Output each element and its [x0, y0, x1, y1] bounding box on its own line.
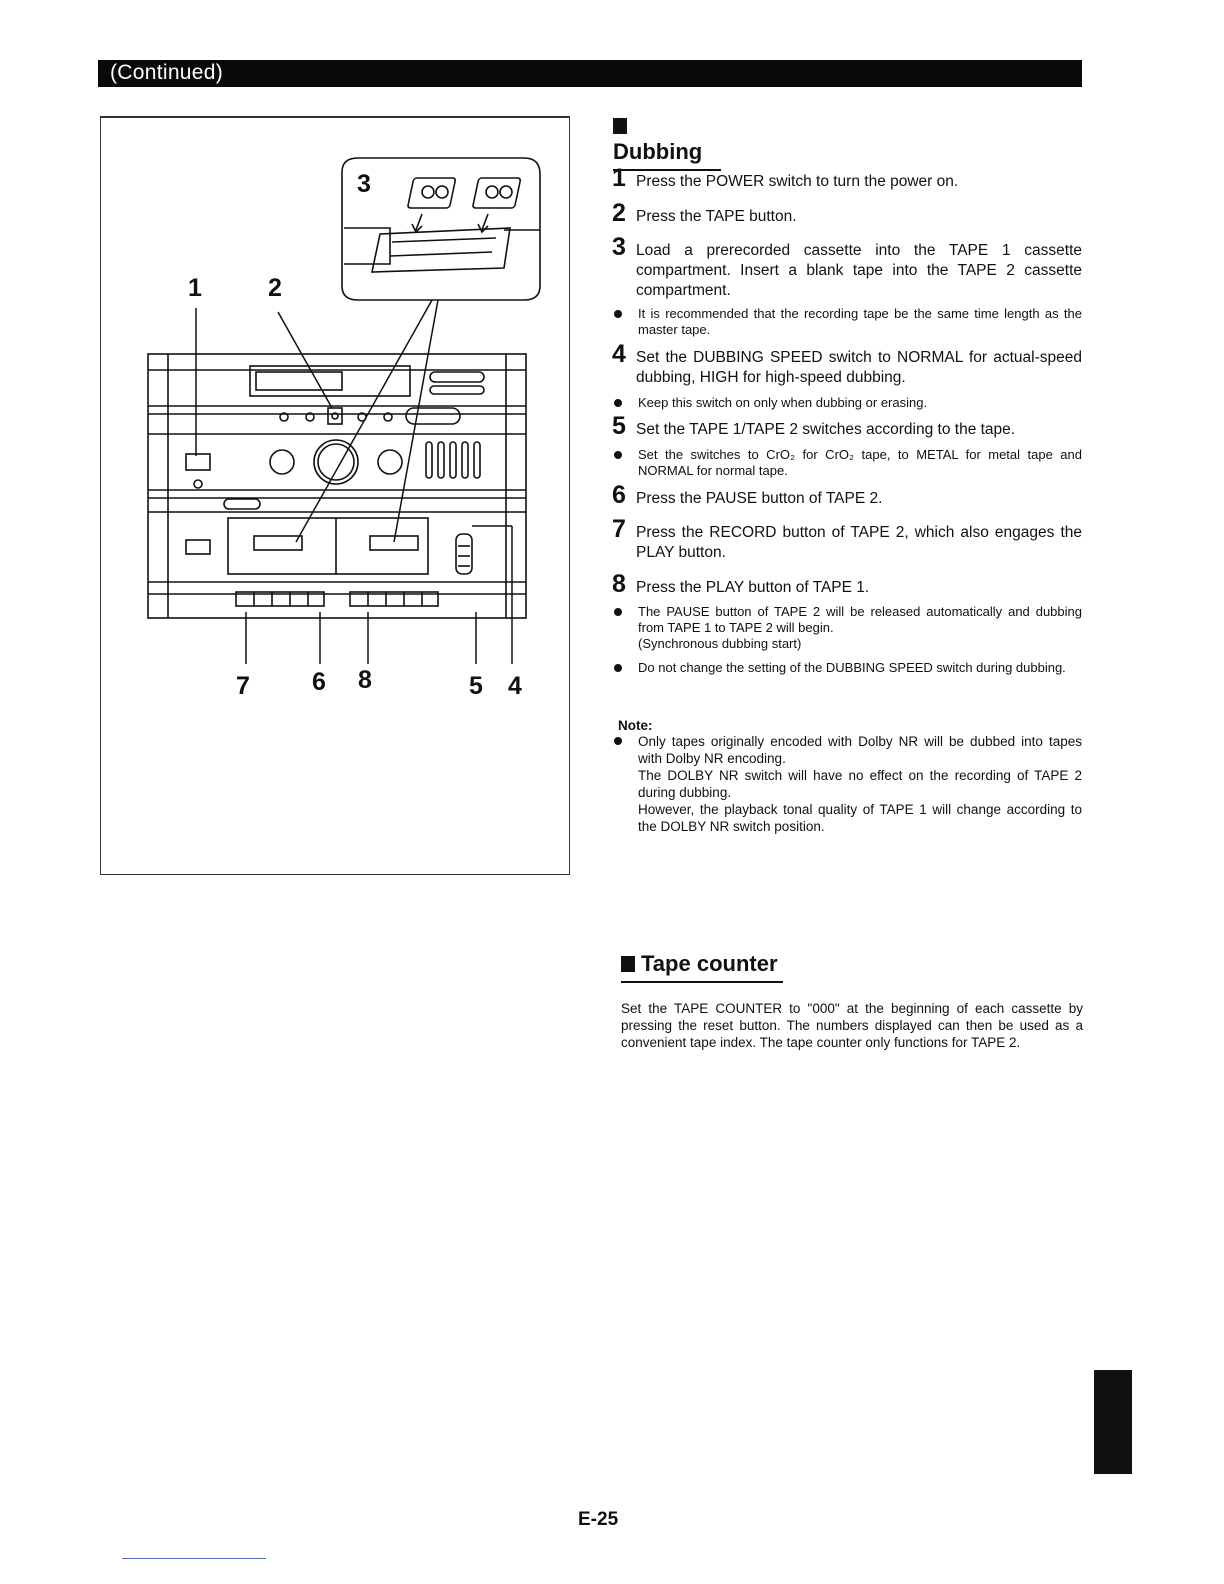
- note-label: Note:: [618, 718, 653, 733]
- callout-8: 8: [358, 666, 372, 694]
- bullet-dot-icon: [614, 608, 622, 616]
- step-6: 6 Press the PAUSE button of TAPE 2.: [612, 481, 883, 509]
- step-1: 1 Press the POWER switch to turn the power on.: [612, 164, 959, 192]
- tape-counter-paragraph: Set the TAPE COUNTER to "000" at the beginning of each cassette by pressing the reset button. The numbers displayed can then be used as a convenient tape index. The tape counter only functions for TAPE 2.: [621, 1001, 1083, 1050]
- note-bullet-tape-length: It is recommended that the recording tape be the same time length as the master tape.: [614, 306, 1082, 338]
- callout-1: 1: [188, 274, 202, 302]
- step-7: 7 Press the RECORD button of TAPE 2, which also engages the PLAY button.: [612, 515, 1082, 561]
- dubbing-heading: Dubbing: [613, 113, 721, 171]
- bottom-rule: [122, 1558, 266, 1559]
- step-4: 4 Set the DUBBING SPEED switch to NORMAL for actual-speed dubbing, HIGH for high-speed dubbing.: [612, 340, 1082, 386]
- note-bullet-tape-type: Set the switches to CrO₂ for CrO₂ tape, to METAL for metal tape and NORMAL for normal tape.: [614, 447, 1082, 479]
- bullet-dot-icon: [614, 451, 622, 459]
- callout-6: 6: [312, 668, 326, 696]
- step-5: 5 Set the TAPE 1/TAPE 2 switches according to the tape.: [612, 412, 1016, 440]
- synchronous-start-note: (Synchronous dubbing start): [638, 636, 802, 651]
- callout-4: 4: [508, 672, 522, 700]
- tape-counter-heading: Tape counter: [621, 951, 783, 983]
- bullet-dot-icon: [614, 399, 622, 407]
- bullet-dot-icon: [614, 737, 622, 745]
- note-dolby: Only tapes originally encoded with Dolby NR will be dubbed into tapes with Dolby NR encoding. The DOLBY NR switch will have no effect on the recording of TAPE 2 during dubbing. However, the playback tonal quality of TAPE 1 will change according to the DOLBY NR switch position.: [614, 733, 1082, 835]
- step-3: 3 Load a prerecorded cassette into the TAPE 1 cassette compartment. Insert a blank tape into the TAPE 2 cassette compartment.: [612, 233, 1082, 299]
- continued-header-bar: [98, 60, 1082, 87]
- callout-5: 5: [469, 672, 483, 700]
- note-bullet-dubbing-switch: Keep this switch on only when dubbing or erasing.: [614, 395, 1082, 411]
- page-number: E-25: [578, 1509, 619, 1530]
- callout-2: 2: [268, 274, 282, 302]
- step-2: 2 Press the TAPE button.: [612, 199, 797, 227]
- bullet-dot-icon: [614, 664, 622, 672]
- note-bullet-speed-switch: Do not change the setting of the DUBBING SPEED switch during dubbing.: [614, 660, 1082, 676]
- note-bullet-pause-release: The PAUSE button of TAPE 2 will be released automatically and dubbing from TAPE 1 to TAPE 2 will begin. (Synchronous dubbing start): [614, 604, 1082, 652]
- continued-label: (Continued): [110, 61, 224, 84]
- step-8: 8 Press the PLAY button of TAPE 1.: [612, 570, 870, 598]
- stereo-unit: [148, 354, 526, 618]
- stereo-illustration: [100, 116, 570, 876]
- square-bullet-icon: [621, 956, 635, 972]
- section-side-tab: [1094, 1370, 1132, 1474]
- cassette-insert-inset: [342, 158, 540, 300]
- callout-3: 3: [357, 170, 371, 198]
- square-bullet-icon: [613, 118, 627, 134]
- callout-7: 7: [236, 672, 250, 700]
- bullet-dot-icon: [614, 310, 622, 318]
